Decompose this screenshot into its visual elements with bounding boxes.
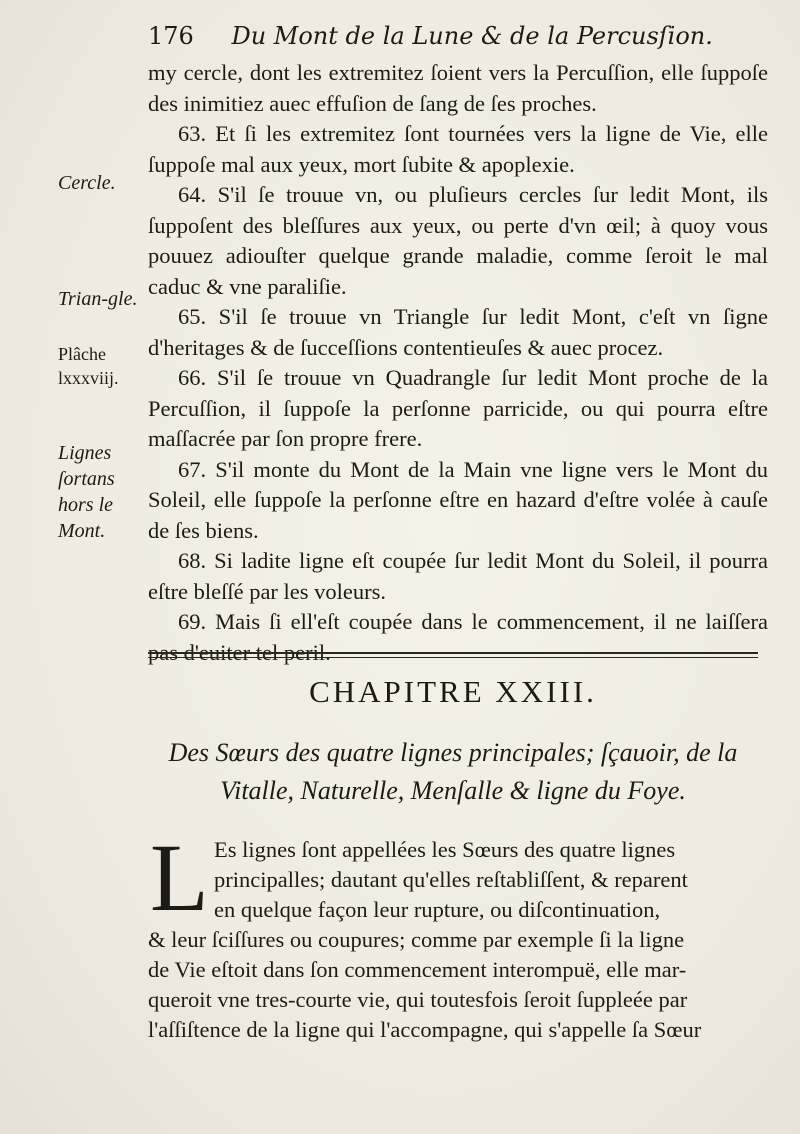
drop-cap: L [150, 824, 209, 931]
margin-note-cercle: Cercle. [58, 172, 116, 194]
chapter-subtitle-line-2: Vitalle, Naturelle, Menſalle & ligne du Foye. [220, 776, 686, 805]
paragraph-64: 64. S'il ſe trouue vn, ou pluſieurs cercles ſur ledit Mont, ils ſuppoſent des bleſſures aux yeux, ou perte d'vn œil; à quoy vous pouuez adiouſter quelque grande maladie, comme ſeroit le mal caduc & vne paraliſie. [148, 182, 768, 299]
chapter-text [148, 824, 764, 1045]
paragraph-63: 63. Et ſi les extremitez ſont tournées vers la ligne de Vie, elle ſuppoſe mal aux yeux, mort ſubite & apoplexie. [148, 121, 768, 177]
chapter-line: & leur ſciſſures ou coupures; comme par exemple ſi la ligne [148, 927, 685, 952]
paragraph-66: 66. S'il ſe trouue vn Quadrangle ſur ledit Mont proche de la Percuſſion, il ſuppoſe la perſonne parricide, ou qui pourra eſtre maſſacrée par ſon propre frere. [148, 365, 768, 451]
chapter-line: principalles; dautant qu'elles reſtabliſſent, & reparent [214, 867, 688, 892]
chapter-subtitle-line-1: Des Sœurs des quatre lignes principales; ſçauoir, de la [168, 738, 738, 767]
running-title: Du Mont de la Lune & de la Percusſion. [231, 22, 713, 50]
page-number: 176 [148, 22, 194, 50]
chapter-line: de Vie eſtoit dans ſon commencement interompuë, elle mar- [148, 957, 687, 982]
section-rule-thin [148, 657, 758, 658]
margin-note-lignes: Lignes ſortans hors le Mont. [58, 442, 115, 542]
chapter-line: l'aſſiſtence de la ligne qui l'accompagne, qui s'appelle ſa Sœur [148, 1017, 702, 1042]
chapter-line: en quelque façon leur rupture, ou diſcontinuation, [214, 897, 661, 922]
paragraph-68: 68. Si ladite ligne eſt coupée ſur ledit Mont du Soleil, il pourra eſtre bleſſé par les voleurs. [148, 548, 768, 604]
chapter-line: queroit vne tres-courte vie, qui toutesfois ſeroit ſuppleée par [148, 987, 688, 1012]
chapter-heading: CHAPITRE XXIII. [309, 674, 597, 709]
chapter-subtitle [148, 734, 758, 810]
chapter-line: Es lignes ſont appellées les Sœurs des quatre lignes [214, 837, 676, 862]
body-text [148, 58, 768, 668]
paragraph-69: 69. Mais ſi ell'eſt coupée dans le commencement, il ne laiſſera pas d'euiter tel peril. [148, 609, 768, 665]
running-header [148, 18, 748, 54]
paragraph-65: 65. S'il ſe trouue vn Triangle ſur ledit Mont, c'eſt vn ſigne d'heritages & de ſucceſſions contentieuſes & auec procez. [148, 304, 768, 360]
margin-note-plate: Plâche lxxxviij. [58, 344, 119, 388]
paragraph-continued: my cercle, dont les extremitez ſoient vers la Percuſſion, elle ſuppoſe des inimitiez auec effuſion de ſang de ſes proches. [148, 60, 768, 116]
margin-note-triangle: Trian-gle. [58, 288, 138, 310]
section-rule [148, 652, 758, 654]
paragraph-67: 67. S'il monte du Mont de la Main vne ligne vers le Mont du Soleil, elle ſuppoſe la perſonne eſtre en hazard d'eſtre volée à cauſe de ſes biens. [148, 456, 768, 543]
